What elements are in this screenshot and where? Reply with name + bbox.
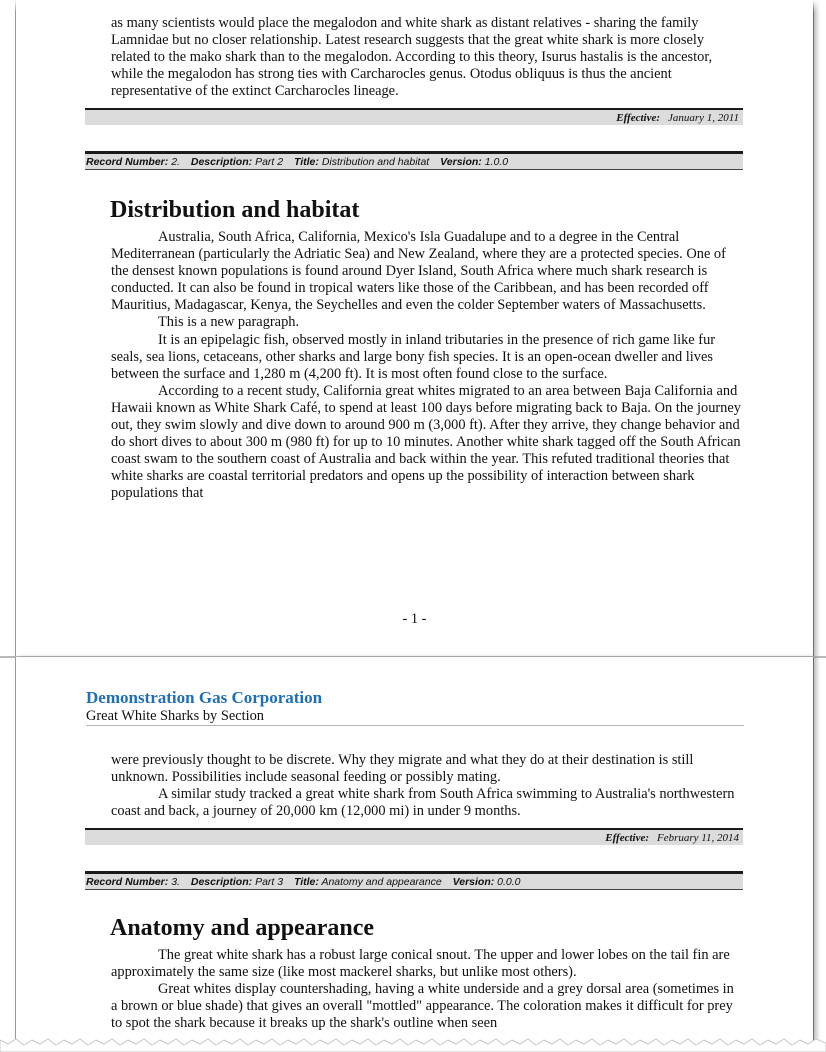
effective-date-bar [85, 108, 743, 125]
section-body-continued [111, 752, 743, 820]
record-header-bar [85, 871, 743, 890]
body-paragraph: The great white shark has a robust large conical snout. The upper and lower lobes on the tail fin are approximately the same size (like most mackerel sharks, but unlike most others). [111, 947, 730, 981]
body-paragraph: Great whites display countershading, having a white underside and a grey dorsal area (sometimes in a brown or blue shade) that gives an overall "mottled" appearance. The coloration makes it difficult for prey to spot the shark because it breaks up the shark's outline when seen [111, 981, 734, 1032]
record-number: 2. [171, 156, 180, 168]
title-value: Anatomy and appearance [321, 876, 442, 888]
body-paragraph: Australia, South Africa, California, Mexico's Isla Guadalupe and to a degree in the Central Mediterranean (particularly the Adriatic Sea) and New Zealand, where they are a protected species. One of the densest known populations is found around Dyer Island, South Africa where much shark research is conducted. It can also be found in tropical waters like those of the Caribbean, and has been recorded off Mauritius, Madagascar, Kenya, the Seychelles and even the colder September waters of Massachusetts. [111, 229, 726, 314]
page-number: - 1 - [402, 611, 427, 627]
company-name: Demonstration Gas Corporation [86, 688, 323, 707]
effective-label: Effective: [616, 112, 661, 124]
title-label: Title: [294, 876, 319, 888]
title-value: Distribution and habitat [321, 156, 430, 168]
title-label: Title: [294, 156, 319, 168]
document-page-2 [15, 657, 814, 1052]
effective-date: January 1, 2011 [668, 112, 739, 124]
body-paragraph: This is a new paragraph. [158, 314, 300, 331]
effective-label: Effective: [605, 832, 650, 844]
description-value: Part 2 [255, 156, 284, 168]
body-paragraph: It is an epipelagic fish, observed mostly in inland tributaries in the presence of rich game like fur seals, sea lions, cetaceans, other sharks and large bony fish species. It is an open-ocean dweller and lives between the surface and 1,280 m (4,200 ft). It is most often found close to the surface. [111, 331, 716, 382]
version-label: Version: [452, 876, 495, 888]
description-value: Part 3 [255, 876, 284, 888]
description-label: Description: [190, 156, 253, 168]
body-paragraph: as many scientists would place the megalodon and white shark as distant relatives - sharing the family Lamnidae but no closer relationship. Latest research suggests that the great white shark is more closely related to the mako shark than to the megalodon. According to this theory, Isurus hastalis is the ancestor, while the megalodon has strong ties with Carcharocles genus. Otodus obliquus is thus the ancient representative of the extinct Carcharocles lineage. [111, 15, 713, 100]
version-label: Version: [440, 156, 482, 168]
body-paragraph: According to a recent study, California great whites migrated to an area between Baja California and Hawaii known as White Shark Café, to spend at least 100 days before migrating back to Baja. On the journey out, they swim slowly and dive down to around 900 m (3,000 ft). After they arrive, they change behavior and do short dives to about 300 m (980 ft) for up to 10 minutes. Another white shark tagged off the South African coast swam to the southern coast of Australia and back within the year. This refuted traditional theories that white sharks are coastal territorial predators and opens up the possibility of interaction between shark populations that [111, 382, 741, 502]
document-page-1 [15, 0, 814, 657]
header-rule [86, 725, 744, 726]
body-paragraph: were previously thought to be discrete. Why they migrate and what they do at their destination is still unknown. Possibilities include seasonal feeding or possibly mating. [111, 752, 694, 786]
effective-date-bar [85, 828, 743, 845]
record-number-label: Record Number: [86, 156, 169, 168]
effective-date: February 11, 2014 [657, 832, 739, 844]
record-number: 3. [171, 876, 180, 888]
section-body [111, 229, 743, 503]
version-value: 1.0.0 [484, 156, 509, 168]
paragraph-continued [111, 15, 743, 100]
description-label: Description: [190, 876, 253, 888]
section-heading: Anatomy and appearance [110, 915, 375, 941]
section-heading: Distribution and habitat [110, 197, 360, 223]
record-header-bar [85, 151, 743, 170]
body-paragraph: A similar study tracked a great white shark from South Africa swimming to Australia's northwestern coast and back, a journey of 20,000 km (12,000 mi) in under 9 months. [111, 786, 735, 820]
version-value: 0.0.0 [497, 876, 521, 888]
record-number-label: Record Number: [86, 876, 169, 888]
section-body [111, 947, 743, 1032]
document-subtitle: Great White Sharks by Section [86, 708, 264, 724]
